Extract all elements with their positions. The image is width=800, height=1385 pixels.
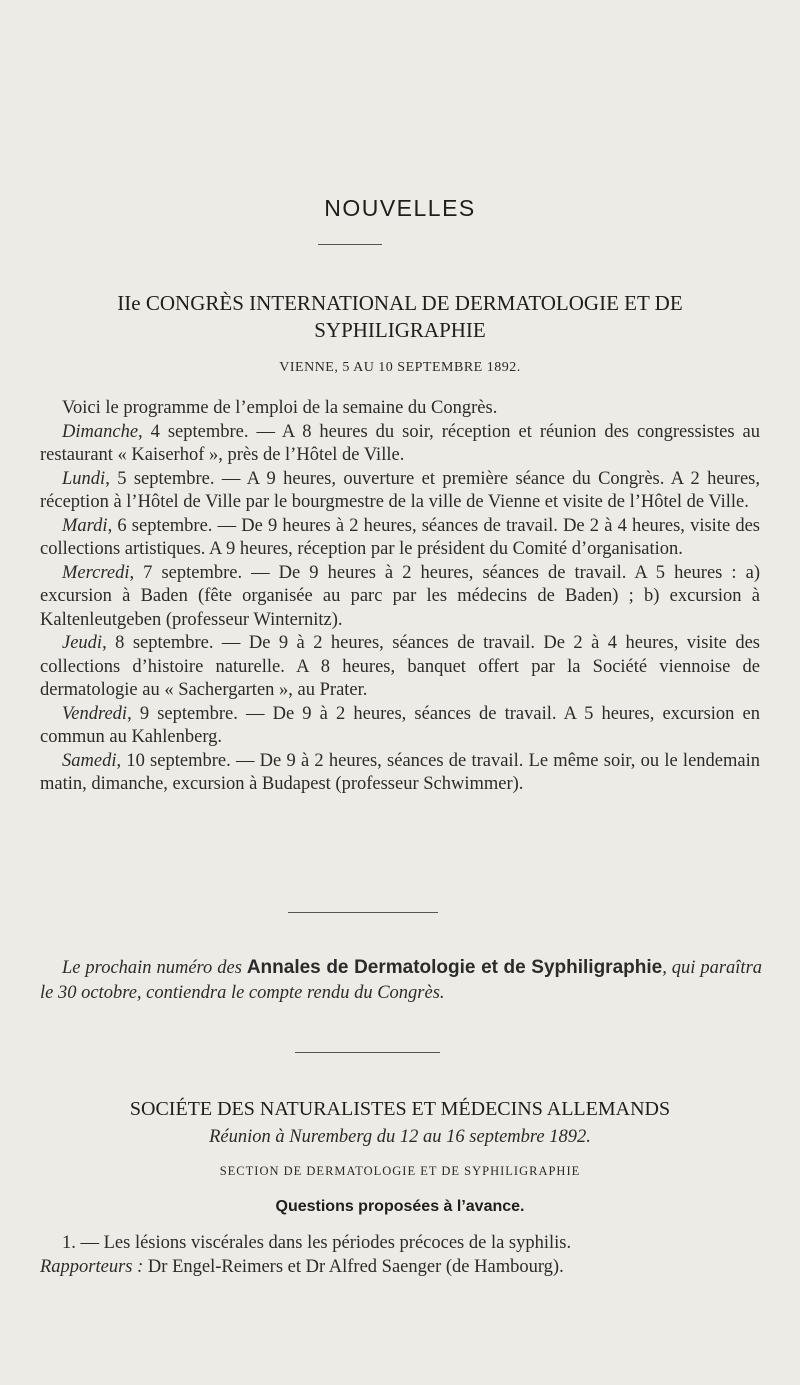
programme-intro: Voici le programme de l’emploi de la semaine du Congrès.: [62, 398, 498, 418]
journal-name: Annales de Dermatologie et de Syphiligraphie: [246, 957, 663, 978]
day-text: , 6 septembre. — De 9 heures à 2 heures, séances de travail. De 2 à 4 heures, visite des collections artistiques. A 9 heures, réception par le président du Comité d’organisation.: [40, 515, 760, 559]
day-entry: [40, 632, 760, 703]
day-text: , 10 septembre. — De 9 à 2 heures, séances de travail. Le même soir, ou le lendemain matin, dimanche, excursion à Budapest (professeur Schwimmer).: [40, 750, 760, 794]
question-text: 1. — Les lésions viscérales dans les périodes précoces de la syphilis.: [62, 1233, 572, 1253]
question-rapporteurs: [40, 1255, 762, 1279]
day-entry: [40, 468, 760, 515]
page-title: NOUVELLES: [324, 195, 476, 221]
day-entry: [40, 421, 760, 468]
title-rule: [318, 244, 382, 245]
day-entry: [40, 750, 760, 797]
section-label: SECTION DE DERMATOLOGIE ET DE SYPHILIGRAPHIE: [219, 1164, 581, 1178]
day-name: Mardi: [62, 515, 108, 536]
announcement-pre: Le prochain numéro des: [62, 958, 247, 978]
society-heading: SOCIÉTE DES NATURALISTES ET MÉDECINS ALLEMANDS: [129, 1098, 671, 1120]
section-divider: [288, 912, 438, 913]
day-name: Lundi: [62, 468, 106, 489]
day-text: , 4 septembre. — A 8 heures du soir, réception et réunion des congressistes au restaurant « Kaiserhof », près de l’Hôtel de Ville.: [40, 421, 760, 465]
day-text: , 5 septembre. — A 9 heures, ouverture et première séance du Congrès. A 2 heures, réception à l’Hôtel de Ville par le bourgmestre de la ville de Vienne et visite de l’Hôtel de Ville.: [40, 468, 760, 512]
day-text: , 9 septembre. — De 9 à 2 heures, séances de travail. A 5 heures, excursion en commun au Kahlenberg.: [40, 703, 760, 747]
day-name: Vendredi: [62, 703, 128, 724]
rapporteurs-label: Rapporteurs :: [40, 1257, 144, 1277]
day-text: , 7 septembre. — De 9 heures à 2 heures, séances de travail. A 5 heures : a) excursion à Baden (fête organisée au parc par les médecins de Baden) ; b) excursion à Kaltenleutgeben (professeur Winternitz).: [40, 562, 760, 630]
question-item: [40, 1231, 762, 1279]
day-entry: [40, 562, 760, 633]
rapporteurs-names: Dr Engel-Reimers et Dr Alfred Saenger (de Hambourg).: [143, 1257, 564, 1277]
day-name: Jeudi: [62, 633, 103, 653]
section-divider: [295, 1052, 440, 1053]
day-entry: [40, 703, 760, 750]
congress-subtitle: VIENNE, 5 AU 10 SEPTEMBRE 1892.: [279, 360, 521, 375]
day-text: , 8 septembre. — De 9 à 2 heures, séances de travail. De 2 à 4 heures, visite des collections d’histoire naturelle. A 8 heures, banquet offert par la Société viennoise de dermatologie au « Sachergarten », au Prater.: [40, 633, 760, 700]
meeting-line: Réunion à Nuremberg du 12 au 16 septembre 1892.: [209, 1127, 591, 1147]
day-name: Samedi: [62, 750, 117, 771]
day-entry: [40, 515, 760, 562]
announcement: [40, 955, 762, 1006]
congress-programme: [40, 397, 760, 797]
day-name: Dimanche: [62, 421, 139, 442]
questions-title: Questions proposées à l’avance.: [275, 1198, 525, 1215]
day-name: Mercredi: [62, 562, 130, 583]
congress-heading: IIe CONGRÈS INTERNATIONAL DE DERMATOLOGIE ET DE SYPHILIGRAPHIE: [117, 291, 683, 342]
announcement-post: , qui paraîtra le 30 octobre, contiendra le compte rendu du Congrès.: [40, 958, 763, 1003]
